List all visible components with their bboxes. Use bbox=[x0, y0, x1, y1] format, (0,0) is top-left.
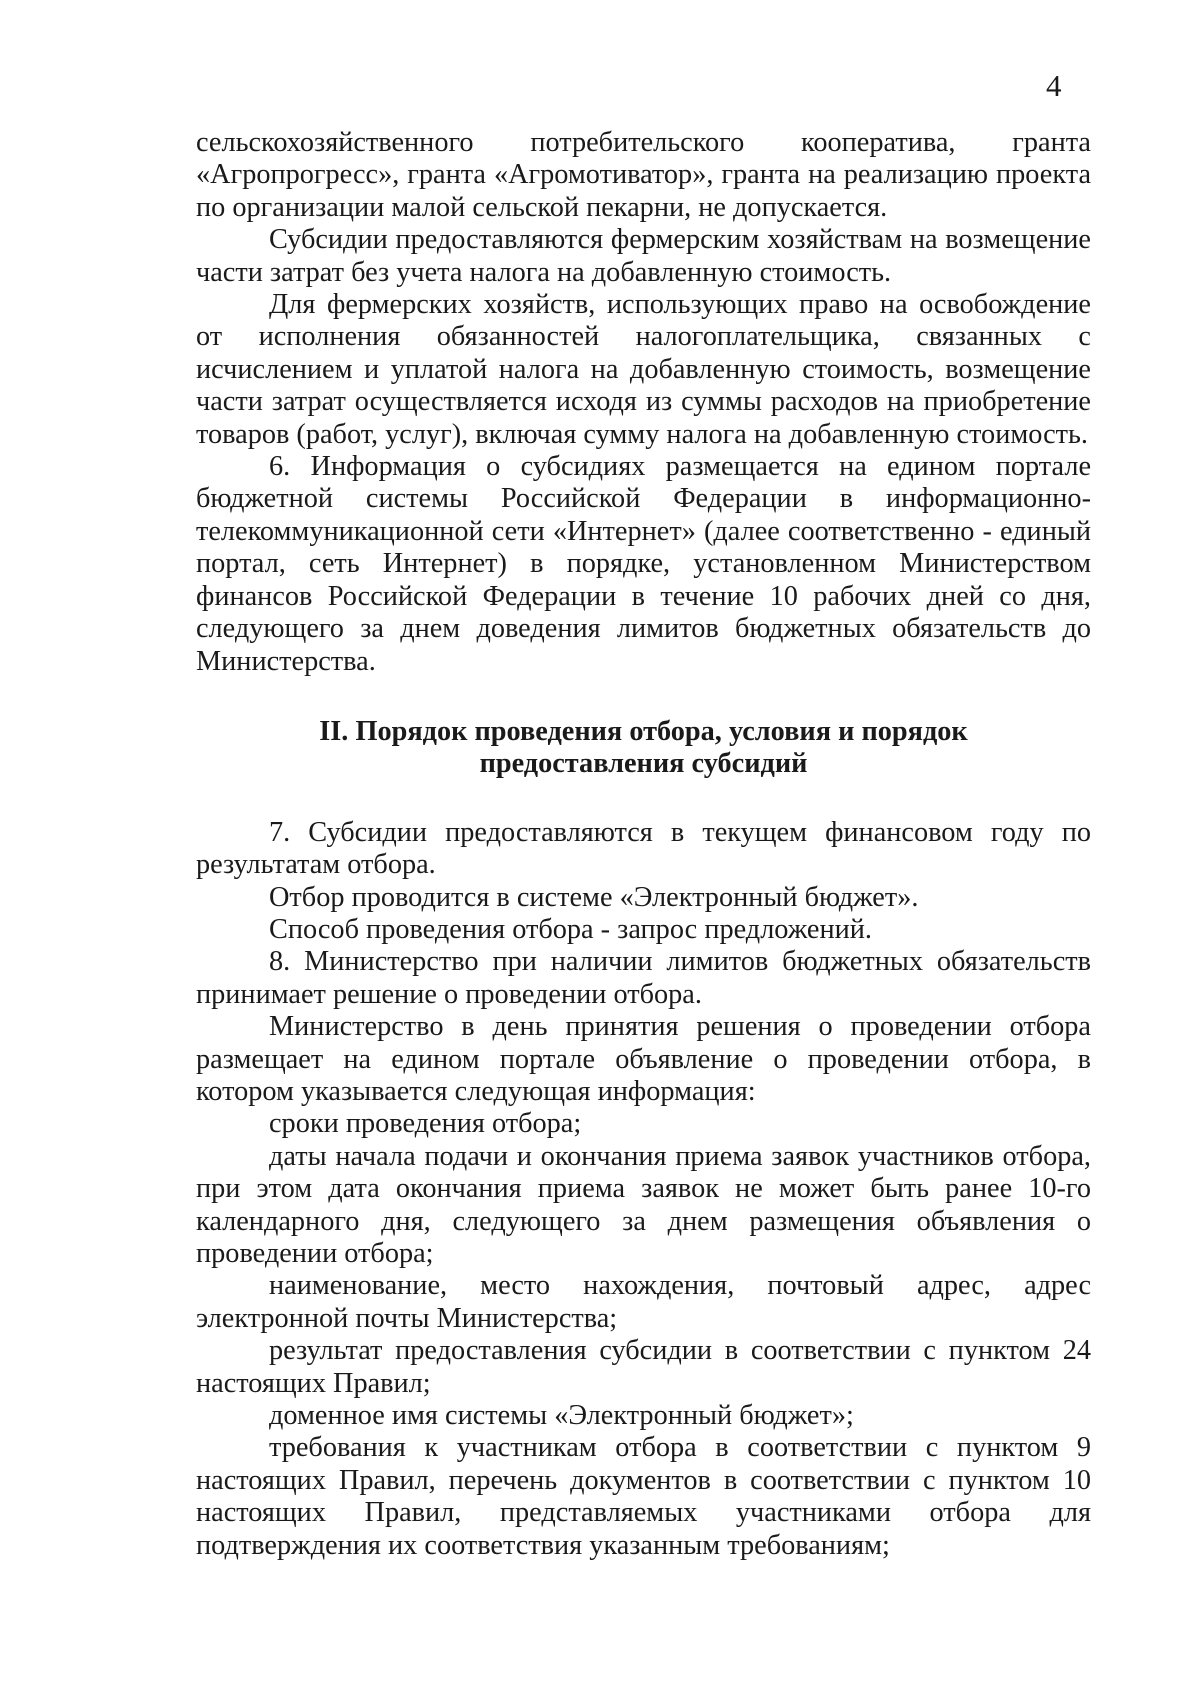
paragraph-selection-method: Способ проведения отбора - запрос предложений. bbox=[269, 913, 872, 945]
list-item-contacts: наименование, место нахождения, почтовый адрес, адрес электронной почты Министерства; bbox=[196, 1270, 1091, 1334]
section-heading-line-2: предоставления субсидий bbox=[479, 748, 808, 780]
section-heading bbox=[196, 716, 1091, 781]
list-item-requirements: требования к участникам отбора в соответствии с пунктом 9 настоящих Правил, перечень документов в соответствии с пунктом 10 настоящих Правил, представляемых участниками отбора для подтверждения их соответствия указанным требованиям; bbox=[196, 1432, 1091, 1561]
paragraph-continuation: сельскохозяйственного потребительского кооператива, гранта «Агропрогресс», гранта «Агромотиватор», гранта на реализацию проекта по организации малой сельской пекарни, не допускается. bbox=[196, 127, 1091, 223]
list-item-dates: даты начала подачи и окончания приема заявок участников отбора, при этом дата окончания приема заявок не может быть ранее 10-го календарного дня, следующего за днем размещения объявления о проведении отбора; bbox=[196, 1140, 1091, 1269]
paragraph-subsidies-vat: Субсидии предоставляются фермерским хозяйствам на возмещение части затрат без учета налога на добавленную стоимость. bbox=[196, 224, 1091, 288]
list-item-result: результат предоставления субсидии в соответствии с пунктом 24 настоящих Правил; bbox=[196, 1335, 1091, 1399]
list-item-deadlines: сроки проведения отбора; bbox=[269, 1108, 582, 1140]
page-body bbox=[196, 127, 1091, 1562]
paragraph-item-7: 7. Субсидии предоставляются в текущем финансовом году по результатам отбора. bbox=[196, 816, 1091, 881]
paragraph-item-6: 6. Информация о субсидиях размещается на едином портале бюджетной системы Российской Федерации в информационно-телекоммуникационной сети «Интернет» (далее соответственно - единый портал, сеть Интернет) в порядке, установленном Министерством финансов Российской Федерации в течение 10 рабочих дней со дня, следующего за днем доведения лимитов бюджетных обязательств до Министерства. bbox=[196, 451, 1091, 677]
paragraph-announcement: Министерство в день принятия решения о проведении отбора размещает на едином портале объявление о проведении отбора, в котором указывается следующая информация: bbox=[196, 1011, 1091, 1107]
paragraph-vat-exemption: Для фермерских хозяйств, использующих право на освобождение от исполнения обязанностей налогоплательщика, связанных с исчислением и уплатой налога на добавленную стоимость, возмещение части затрат осуществляется исходя из суммы расходов на приобретение товаров (работ, услуг), включая сумму налога на добавленную стоимость. bbox=[196, 289, 1091, 450]
paragraph-item-8: 8. Министерство при наличии лимитов бюджетных обязательств принимает решение о проведении отбора. bbox=[196, 946, 1091, 1010]
section-heading-line-1: II. Порядок проведения отбора, условия и порядок bbox=[319, 715, 968, 747]
page-number: 4 bbox=[1046, 68, 1062, 103]
paragraph-selection-system: Отбор проводится в системе «Электронный бюджет». bbox=[269, 881, 919, 913]
list-item-domain: доменное имя системы «Электронный бюджет»; bbox=[269, 1400, 854, 1432]
